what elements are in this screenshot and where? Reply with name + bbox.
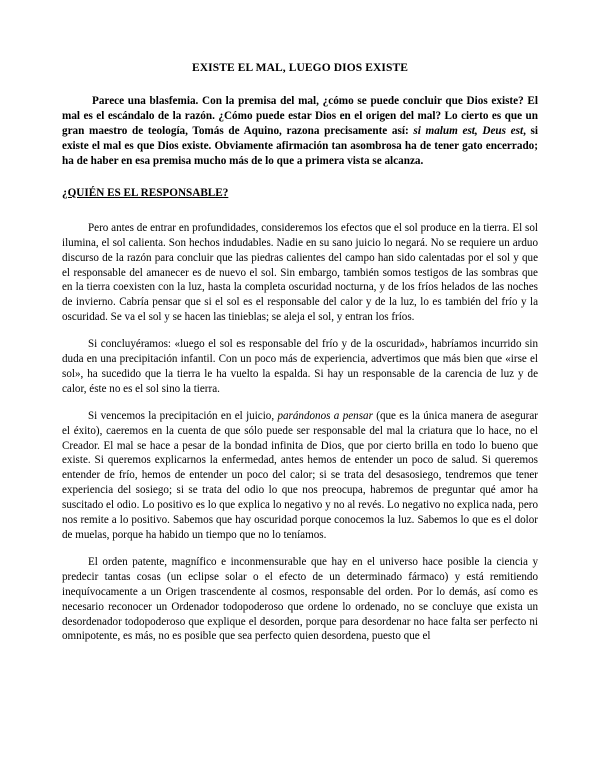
lead-paragraph bbox=[62, 94, 538, 169]
paragraph-3-part-1: Si vencemos la precipitación en el juicio, bbox=[88, 409, 278, 422]
paragraph-1: Pero antes de entrar en profundidades, consideremos los efectos que el sol produce en la tierra. El sol ilumina, el sol calienta. Son hechos indudables. Nadie en su sano juicio lo negará. No se requiere un arduo discurso de la razón para concluir que las piedras calientes del campo han sido calentadas por el sol y que el responsable del amanecer es de nuevo el sol. Sin embargo, también somos testigos de las sombras que en la tierra coexisten con la luz, hasta la completa oscuridad nocturna, y de los fríos helados de las noches de invierno. Cabría pensar que si el sol es el responsable del calor y de la luz, lo es también del frío y la oscuridad. Se va el sol y se hacen las tinieblas; se aleja el sol, y entran los fríos. bbox=[62, 221, 538, 324]
section-heading: ¿QUIÉN ES EL RESPONSABLE? bbox=[62, 186, 229, 199]
paragraph-4: El orden patente, magnífico e inconmensurable que hay en el universo hace posible la ciencia y predecir tantas cosas (un eclipse solar o el efecto de un determinado fármaco) y está remitiendo inequívocamente a un Origen trascendente al cosmos, responsable del orden. Por lo demás, así como es necesario reconocer un Ordenador todopoderoso que ordene lo ordenado, no se concluye que exista un desordenador todopoderoso que explique el desorden, porque para desordenar no hace falta ser perfecto ni omnipotente, es más, no es posible que sea perfecto quien desordena, puesto que el bbox=[62, 555, 538, 643]
lead-part-2: , si existe el mal es que Dios existe. Obviamente afirmación tan asombrosa ha de tener gato encerrado; ha de haber en esa premisa mucho más de lo que a primera vista se alcanza. bbox=[62, 124, 539, 167]
paragraph-2: Si concluyéramos: «luego el sol es responsable del frío y de la oscuridad», habríamos incurrido sin duda en una precipitación infantil. Con un poco más de experiencia, advertimos que más bien que «irse el sol», ha sucedido que la tierra le ha vuelto la espalda. Si hay un responsable de la carencia de luz y de calor, éste no es el sol sino la tierra. bbox=[62, 338, 538, 395]
lead-part-1: Parece una blasfemia. Con la premisa del mal, ¿cómo se puede concluir que Dios existe? El mal es el escándalo de la razón. ¿Cómo puede estar Dios en el origen del mal? Lo cierto es que un gran maestro de teología, Tomás de Aquino, razona precisamente así: bbox=[62, 94, 538, 137]
paragraph-3-part-2: (que es la única manera de asegurar el éxito), caeremos en la cuenta de que sólo puede ser responsable del mal la criatura que lo hace, no el Creador. El mal se hace a pesar de la bondad infinita de Dios, que por cierto brilla en todo lo bueno que existe. Si queremos explicarnos la enfermedad, antes hemos de entender un poco de salud. Si queremos entender de frío, hemos de entender un poco del calor; si se trata del desasosiego, tendremos que tener experiencia del sosiego; si se trata del odio lo que nos preocupa, habremos de preguntar qué amor ha suscitado el odio. Lo positivo es lo que explica lo negativo y no al revés. Lo negativo no explica nada, pero nos remite a lo positivo. Sabemos que hay oscuridad porque conocemos la luz. Sabemos lo que es el dolor de muelas, porque ha habido un tiempo que no lo teníamos. bbox=[62, 409, 538, 542]
paragraph-3 bbox=[62, 409, 538, 543]
paragraph-3-italic-phrase: parándonos a pensar bbox=[277, 409, 373, 422]
lead-latin-phrase: si malum est, Deus est bbox=[413, 124, 524, 137]
section-heading-container bbox=[62, 183, 538, 211]
page-title: EXISTE EL MAL, LUEGO DIOS EXISTE bbox=[191, 62, 409, 74]
